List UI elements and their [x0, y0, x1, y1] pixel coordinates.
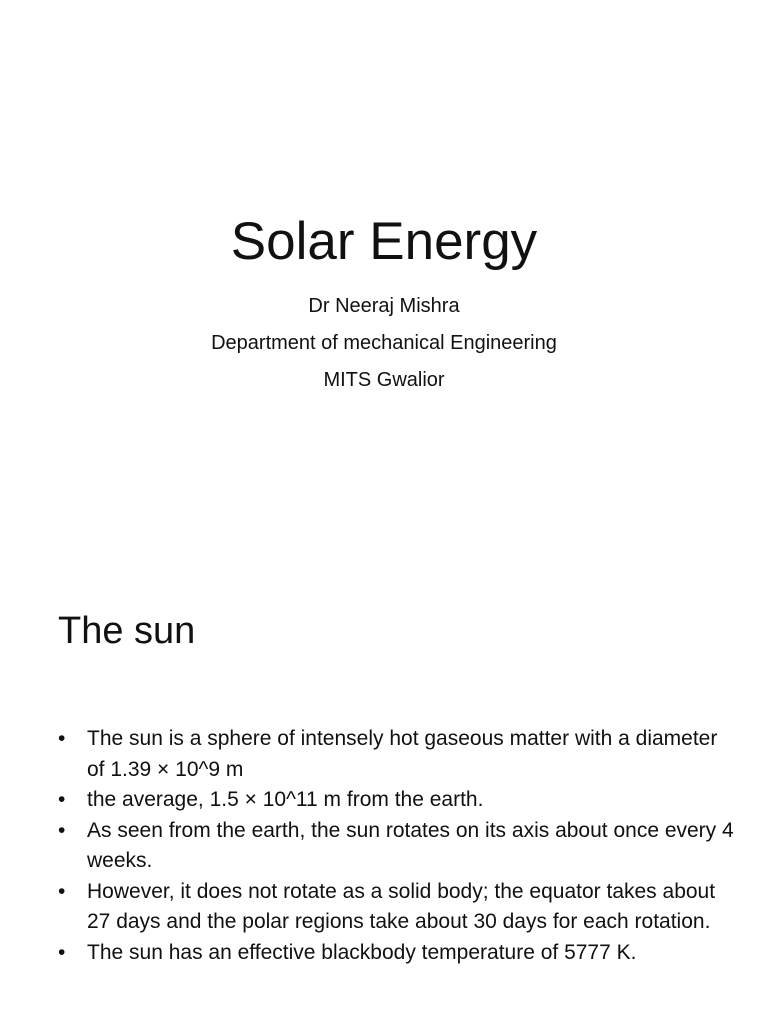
bullet-item [58, 938, 738, 969]
bullet-icon: • [58, 818, 66, 842]
bullet-icon: • [58, 727, 66, 750]
bullet-text: The sun has an effective blackbody temperature of 5777 K. [87, 940, 637, 964]
subtitle-block [0, 288, 768, 399]
bullet-item [58, 877, 738, 938]
bullet-item [58, 724, 738, 785]
bullet-text: As seen from the earth, the sun rotates on its axis about once every 4 weeks. [87, 818, 734, 872]
bullet-item [58, 785, 738, 816]
content-slide [0, 576, 768, 1024]
bullet-icon: • [58, 788, 66, 811]
bullet-text: However, it does not rotate as a solid body; the equator takes about 27 days and the polar regions take about 30 days for each rotation. [87, 879, 716, 933]
bullet-icon: • [58, 940, 66, 964]
bullet-icon: • [58, 879, 66, 903]
bullet-text: the average, 1.5 × 10^11 m from the earth. [87, 788, 484, 811]
institution-name: MITS Gwalior [323, 369, 445, 391]
bullet-item [58, 816, 738, 877]
author-name: Dr Neeraj Mishra [308, 295, 460, 317]
slide-heading: The sun [58, 610, 196, 652]
slide-title: Solar Energy [230, 212, 538, 271]
department-name: Department of mechanical Engineering [211, 332, 557, 354]
bullet-list [58, 724, 738, 968]
bullet-text: The sun is a sphere of intensely hot gaseous matter with a diameter of 1.39 × 10^9 m [87, 727, 718, 781]
